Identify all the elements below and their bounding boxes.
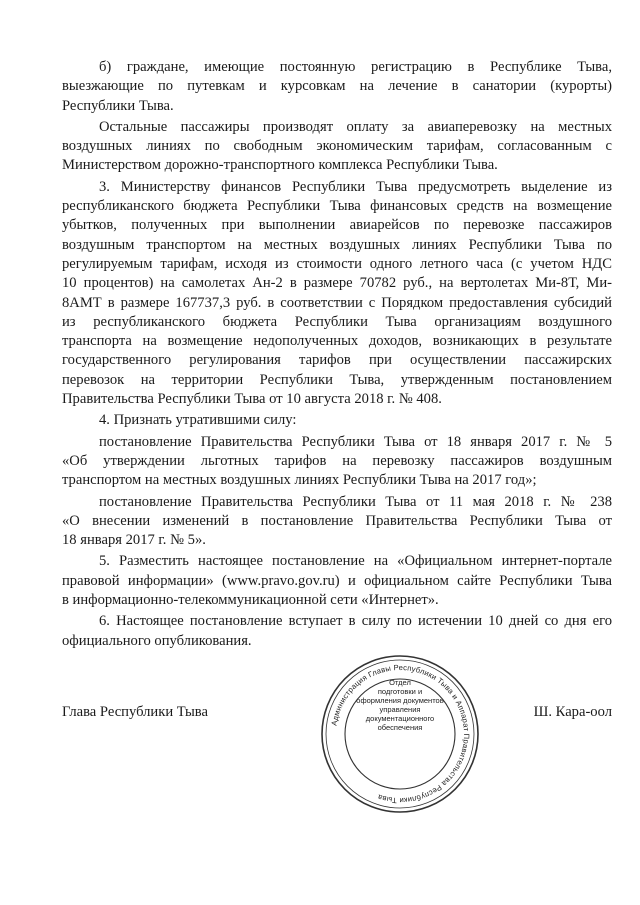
text-line: постановление Правительства Республики Тыва от 11 мая 2018 г. № 238 <box>99 493 612 510</box>
text-line: республиканского бюджета Республики Тыва финансовых средств на возмещение <box>62 198 612 215</box>
stamp-center-line: оформления документов <box>356 696 444 705</box>
text-line: Министерством дорожно-транспортного комплекса Республики Тыва. <box>62 157 498 174</box>
text-line: 3. Министерству финансов Республики Тыва предусмотреть выделение из <box>99 178 612 195</box>
text-line: убытков, полученных при выполнении авиарейсов по перевозке пассажиров <box>62 217 612 234</box>
text-line: 6. Настоящее постановление вступает в силу по истечении 10 дней со дня его <box>99 613 612 630</box>
stamp-center-line: управления <box>379 705 421 714</box>
text-line: воздушным транспортом на местных воздушных линиях Республики Тыва по <box>62 236 612 253</box>
paragraph-item-3 <box>62 178 612 410</box>
text-line: Правительства Республики Тыва от 10 августа 2018 г. № 408. <box>62 391 442 408</box>
signatory-title: Глава Республики Тыва <box>62 704 208 720</box>
stamp-center-line: подготовки и <box>377 687 423 696</box>
text-line: перевозок на территории Республики Тыва, утвержденным постановлением <box>62 371 612 388</box>
stamp-center-line: обеспечения <box>377 723 423 732</box>
stamp-ring-text: Администрация Главы Республики Тыва и Аппарат Правительства Республики Тыва <box>329 662 472 806</box>
text-line: Остальные пассажиры производят оплату за авиаперевозку на местных <box>99 118 612 135</box>
stamp-center-line: документационного <box>365 714 435 723</box>
paragraph-citizens <box>62 58 612 116</box>
text-line: «О внесении изменений в постановление Правительства Республики Тыва от <box>62 512 612 529</box>
text-line: 5. Разместить настоящее постановление на «Официальном интернет-портале <box>99 553 612 570</box>
text-line: 4. Признать утратившими силу: <box>99 412 297 429</box>
text-line: официального опубликования. <box>62 632 252 649</box>
text-line: транспорта на возмещение недополученных доходов, возникающих в результате <box>62 333 612 350</box>
text-line: воздушных линиях по свободным экономическим тарифам, согласованным с <box>62 138 612 155</box>
text-line: регулируемым тарифам, исходя из стоимости одного летного часа (с учетом НДС <box>62 255 612 272</box>
text-line: 8АМТ в размере 167737,3 руб. в соответствии с Порядком предоставления субсидий <box>62 294 612 311</box>
stamp-seal-graphic <box>316 650 484 818</box>
text-line: правовой информации» (www.pravo.gov.ru) и официальном сайте Республики Тыва <box>62 572 612 589</box>
paragraph-repeal-2 <box>62 493 612 551</box>
text-line: Республики Тыва. <box>62 97 174 114</box>
paragraph-item-6 <box>62 612 612 651</box>
text-line: б) граждане, имеющие постоянную регистрацию в Республике Тыва, <box>99 59 612 75</box>
text-line: постановление Правительства Республики Тыва от 18 января 2017 г. № 5 <box>99 433 612 450</box>
stamp-center-text <box>350 678 450 732</box>
text-line: в информационно-телекоммуникационной сети «Интернет». <box>62 592 439 609</box>
official-stamp <box>316 650 484 818</box>
text-line: из республиканского бюджета Республики Тыва организациям воздушного <box>62 313 612 330</box>
paragraph-other-passengers <box>62 118 612 176</box>
text-line: государственного регулирования тарифов при осуществлении пассажирских <box>62 352 612 369</box>
text-line: выезжающие по путевкам и курсовкам на лечение в санатории (курорты) <box>62 78 612 95</box>
document-body <box>62 58 612 653</box>
text-line: «Об утверждении льготных тарифов на перевозку пассажиров воздушным <box>62 452 612 469</box>
signatory-name: Ш. Кара-оол <box>533 704 612 720</box>
text-line: транспортом на местных воздушных линиях Республики Тыва на 2017 год»; <box>62 472 537 489</box>
text-line: 10 процентов) на самолетах Ан-2 в размере 70782 руб., на вертолетах Ми-8Т, Ми- <box>62 275 612 292</box>
paragraph-repeal-1 <box>62 433 612 491</box>
text-line: 18 января 2017 г. № 5». <box>62 532 206 549</box>
stamp-center-line: Отдел <box>389 678 411 687</box>
paragraph-item-4 <box>62 411 612 430</box>
paragraph-item-5 <box>62 552 612 610</box>
